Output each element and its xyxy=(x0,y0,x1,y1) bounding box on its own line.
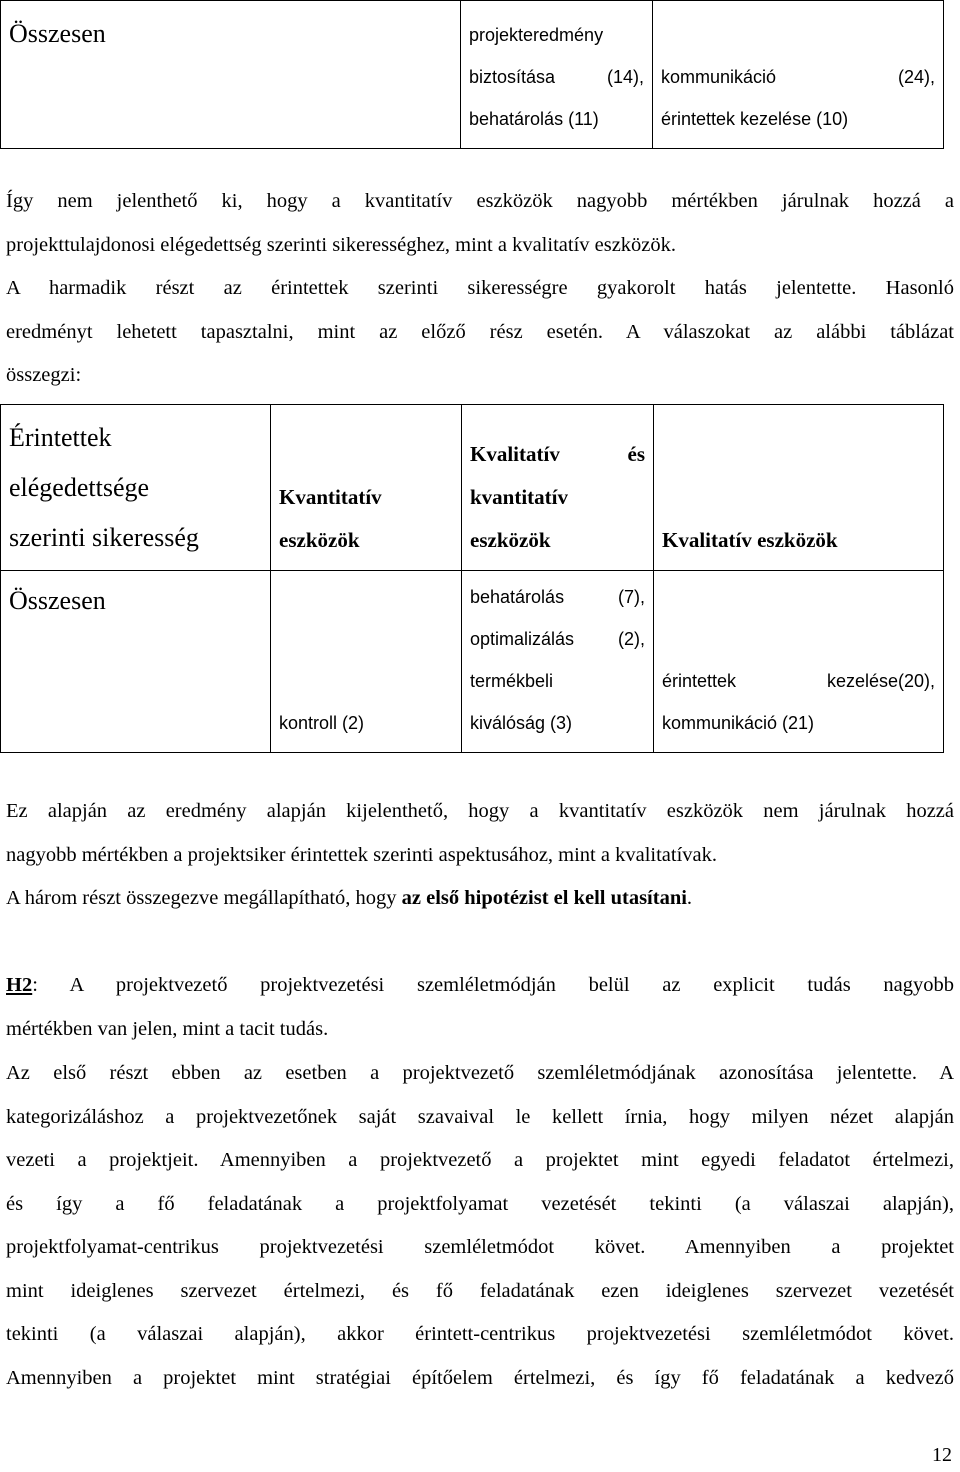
hypothesis-h2: H2: A projektvezető projektvezetési szemléletmódján belül az explicit tudás nagyobb mértékben van jelen, mint a tacit tudás. xyxy=(6,974,954,1040)
table2-header-col4: Kvalitatív eszközök xyxy=(654,405,944,571)
page-number: 12 xyxy=(932,1444,952,1466)
table1-total-label: Összesen xyxy=(9,19,106,48)
table2-header-col3: Kvalitatív és kvantitatív eszközök xyxy=(462,405,654,571)
table1-col1 xyxy=(1,1,461,149)
results-table-2 xyxy=(0,404,944,753)
results-table-1 xyxy=(0,0,944,149)
table2-total-row xyxy=(1,571,944,753)
paragraph-4: Az első részt ebben az esetben a projektvezető szemléletmódjának azonosítása jelentette. A kategorizáláshoz a projektvezetőnek saját szavaival le kellett írnia, hogy milyen nézet alapján vezeti a projektjeit. Amennyiben a projektvezető a projektet mint egyedi feladatot értelmezi, és így a fő feladatának a projektfolyamat vezetését tekinti (a válaszai alapján), projektfolyamat-centrikus projektvezetési szemléletmódot követ. Amennyiben a projektet mint ideiglenes szervezet értelmezi, és fő feladatának ezen ideiglenes szervezet vezetését tekinti (a válaszai alapján), akkor érintett-centrikus projektvezetési szemléletmódot követ. Amennyiben a projektet mint stratégiai építőelem értelmezi, és így fő feladatának a kedvező xyxy=(6,1062,954,1389)
table2-row-col4: érintettek kezelése(20), kommunikáció (21) xyxy=(654,571,944,753)
table1-col2: projekteredmény biztosítása (14), behatárolás (11) xyxy=(461,1,653,149)
table2-row-col3: behatárolás (7), optimalizálás (2), termékbeli kiválóság (3) xyxy=(462,571,654,753)
table2-row-col1: Összesen xyxy=(1,571,271,753)
paragraph-2: Ez alapján az eredmény alapján kijelenthető, hogy a kvantitatív eszközök nem járulnak hozzá nagyobb mértékben a projektsiker érintettek szerinti aspektusához, mint a kvalitatívak. A három részt összegezve megállapítható, hogy az első hipotézist el kell utasítani. xyxy=(6,790,954,921)
h2-label: H2 xyxy=(6,974,33,996)
table2-row-col2: kontroll (2) xyxy=(271,571,462,753)
table2-header-row xyxy=(1,405,944,571)
conclusion-line: A három részt összegezve megállapítható, hogy az első hipotézist el kell utasítani. xyxy=(6,887,693,909)
table1-col3: kommunikáció (24), érintettek kezelése (10) xyxy=(653,1,944,149)
table2-header-col1: Érintettek elégedettsége szerinti sikeresség xyxy=(1,405,271,571)
table2-header-col2: Kvantitatív eszközök xyxy=(271,405,462,571)
paragraph-1: Így nem jelenthető ki, hogy a kvantitatív eszközök nagyobb mértékben járulnak hozzá a projekttulajdonosi elégedettség szerinti sikerességhez, mint a kvalitatív eszközök. A harmadik részt az érintettek szerinti sikerességre gyakorolt hatás jelentette. Hasonló eredményt lehetett tapasztalni, mint az előző rész esetén. A válaszokat az alábbi táblázat összegzi: xyxy=(6,190,954,386)
conclusion-bold: az első hipotézist el kell utasítani xyxy=(401,887,687,909)
